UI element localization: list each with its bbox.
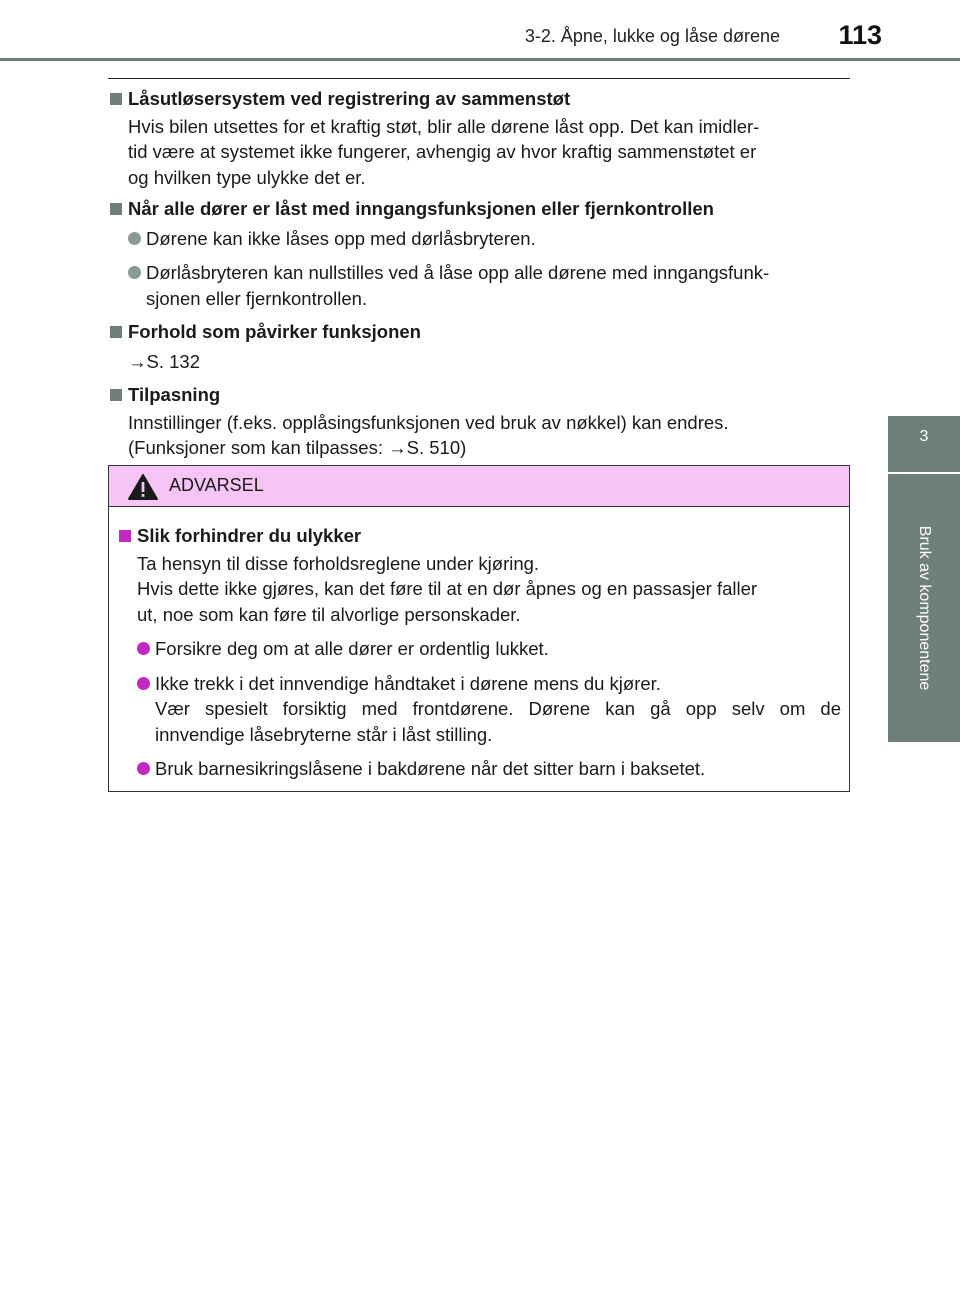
- warning-body: [109, 507, 849, 782]
- round-bullet-icon: [137, 677, 150, 690]
- square-bullet-icon: [110, 93, 122, 105]
- header-title: 3-2. Åpne, lukke og låse dørene: [524, 26, 780, 46]
- square-bullet-icon: [110, 326, 122, 338]
- list-item: Ikke trekk i det innvendige håndtaket i dørene mens du kjører. Vær spesielt forsiktig med frontdørene. Dørene kan gå opp selv om de innvendige låsebryterne står i låst stilling.: [117, 671, 841, 748]
- page-reference-link[interactable]: →S. 132: [128, 350, 200, 372]
- warning-intro: Ta hensyn til disse forholdsreglene under kjøring. Hvis dette ikke gjøres, kan det føre til at en dør åpnes og en passasjer faller ut, noe som kan føre til alvorlige personskader.: [137, 552, 758, 625]
- square-bullet-icon: [119, 530, 131, 542]
- square-bullet-icon: [110, 389, 122, 401]
- list-item: Forsikre deg om at alle dører er ordentlig lukket.: [117, 636, 841, 662]
- page-number: 113: [838, 20, 882, 50]
- content-top-rule: [108, 78, 850, 79]
- round-bullet-icon: [137, 642, 150, 655]
- section-heading-conditions: Forhold som påvirker funksjonen: [108, 319, 850, 345]
- warning-header: [109, 466, 849, 507]
- round-bullet-icon: [128, 266, 141, 279]
- section-heading-collision-unlock: Låsutløsersystem ved registrering av sammenstøt: [108, 86, 850, 112]
- warning-title: ADVARSEL: [169, 475, 264, 495]
- square-bullet-icon: [110, 203, 122, 215]
- list-item: Bruk barnesikringslåsene i bakdørene når det sitter barn i baksetet.: [117, 756, 841, 782]
- main-content: [108, 86, 850, 461]
- section-heading-customization: Tilpasning: [108, 382, 850, 408]
- section-heading-all-doors-locked: Når alle dører er låst med inngangsfunksjonen eller fjernkontrollen: [108, 196, 850, 222]
- section-text-collision-unlock: Hvis bilen utsettes for et kraftig støt, blir alle dørene låst opp. Det kan imidler- tid være at systemet ikke fungerer, avhengig av hvor kraftig sammenstøtet er og hvilken type ulykke det er.: [128, 115, 760, 188]
- warning-section-heading: Slik forhindrer du ulykker: [117, 523, 841, 549]
- warning-triangle-icon: [127, 473, 159, 501]
- list-item: Dørlåsbryteren kan nullstilles ved å låse opp alle dørene med inngangsfunk- sjonen eller fjernkontrollen.: [108, 260, 850, 311]
- header-rule: [0, 58, 960, 61]
- side-tab-label: Bruk av komponentene: [916, 525, 933, 691]
- warning-box: [108, 465, 850, 792]
- section-text-customization: Innstillinger (f.eks. opplåsingsfunksjonen ved bruk av nøkkel) kan endres. (Funksjoner som kan tilpasses: →S. 510): [128, 411, 729, 458]
- list-item: Dørene kan ikke låses opp med dørlåsbryteren.: [108, 226, 850, 252]
- round-bullet-icon: [137, 762, 150, 775]
- side-tab-number: 3: [919, 428, 929, 445]
- round-bullet-icon: [128, 232, 141, 245]
